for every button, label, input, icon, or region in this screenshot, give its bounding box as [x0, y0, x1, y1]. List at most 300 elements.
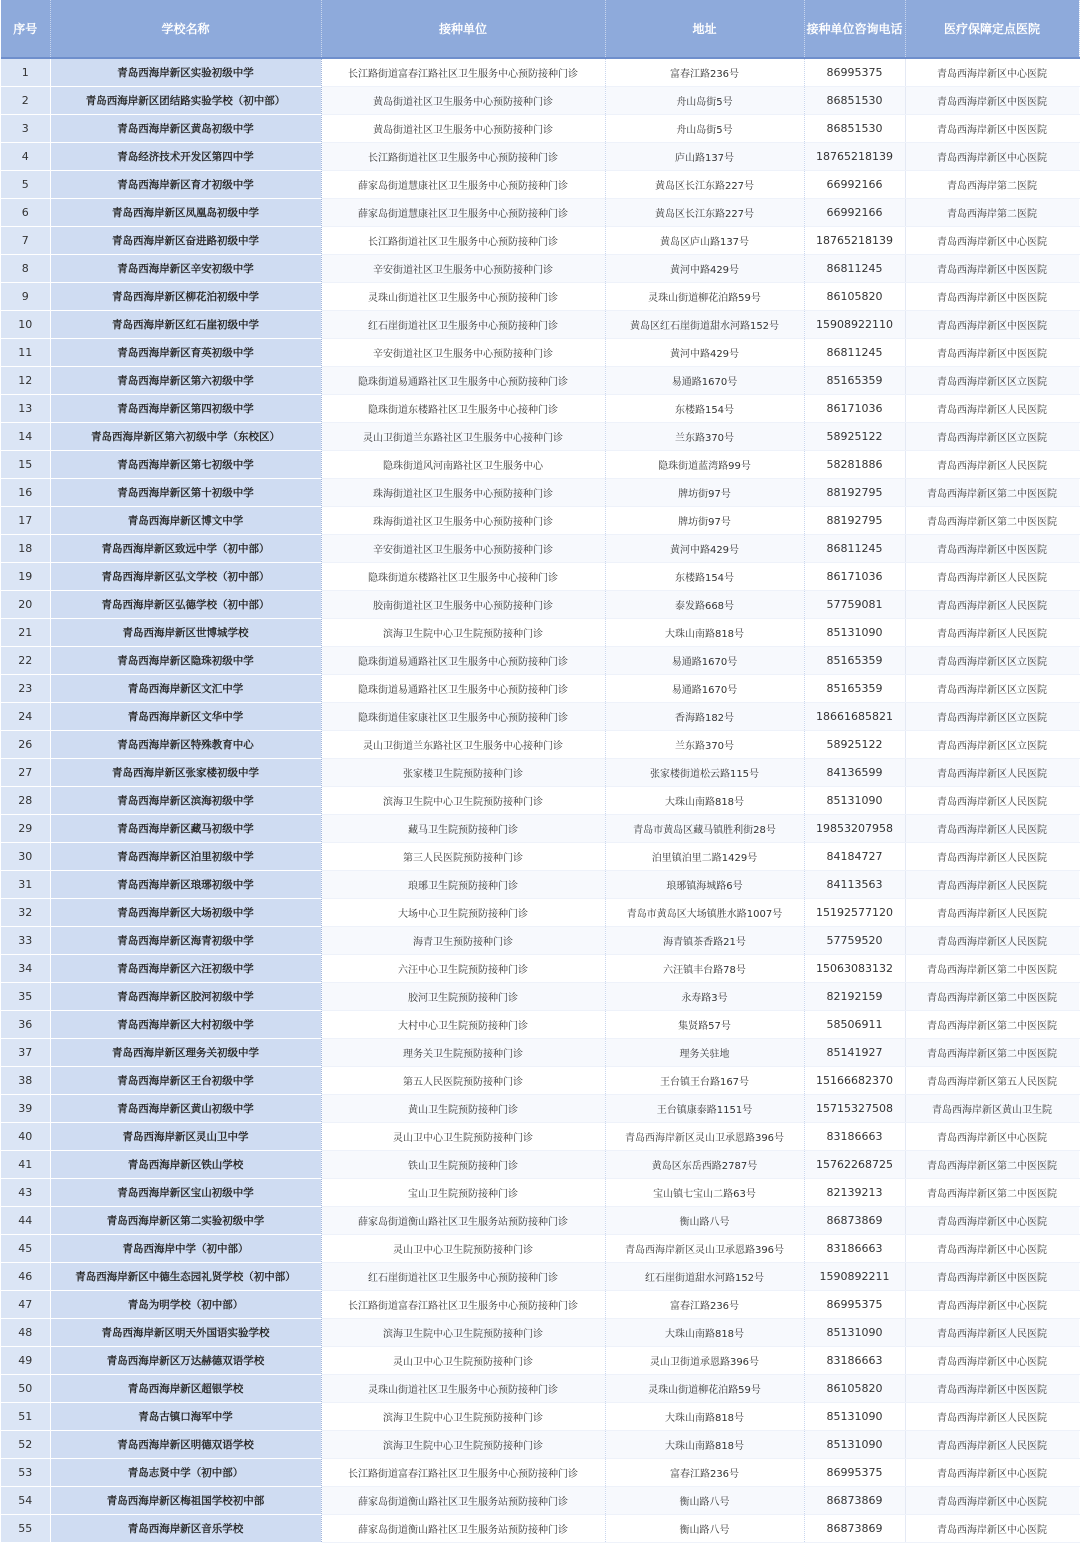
address-cell: 黄河中路429号	[605, 254, 804, 282]
table-row	[1, 1402, 1079, 1430]
school-name-cell: 青岛西海岸新区凤凰岛初级中学	[50, 198, 321, 226]
row-index-cell: 24	[1, 702, 50, 730]
vaccination-unit-cell: 隐珠街道东楼路社区卫生服务中心接种门诊	[321, 394, 605, 422]
address-cell: 黄岛区长江东路227号	[605, 170, 804, 198]
phone-number-cell: 58506911	[804, 1010, 905, 1038]
address-cell: 海青镇茶香路21号	[605, 926, 804, 954]
table-row	[1, 1318, 1079, 1346]
hospital-cell: 青岛西海岸新区区立医院	[905, 702, 1079, 730]
vaccination-unit-cell: 隐珠街道易通路社区卫生服务中心预防接种门诊	[321, 366, 605, 394]
table-row	[1, 506, 1079, 534]
address-cell: 泊里镇泊里二路1429号	[605, 842, 804, 870]
table-row	[1, 730, 1079, 758]
school-name-cell: 青岛西海岸新区柳花泊初级中学	[50, 282, 321, 310]
school-name-cell: 青岛西海岸新区第二实验初级中学	[50, 1206, 321, 1234]
phone-number-cell: 85131090	[804, 1318, 905, 1346]
row-index-cell: 19	[1, 562, 50, 590]
table-row	[1, 338, 1079, 366]
school-name-cell: 青岛西海岸新区育英初级中学	[50, 338, 321, 366]
row-index-cell: 54	[1, 1486, 50, 1514]
address-cell: 易通路1670号	[605, 674, 804, 702]
row-index-cell: 31	[1, 870, 50, 898]
row-index-cell: 22	[1, 646, 50, 674]
row-index-cell: 48	[1, 1318, 50, 1346]
school-name-cell: 青岛西海岸新区第十初级中学	[50, 478, 321, 506]
school-name-cell: 青岛西海岸新区文汇中学	[50, 674, 321, 702]
vaccination-unit-cell: 薛家岛街道慧康社区卫生服务中心预防接种门诊	[321, 198, 605, 226]
hospital-cell: 青岛西海岸新区人民医院	[905, 1430, 1079, 1458]
vaccination-unit-cell: 灵山卫中心卫生院预防接种门诊	[321, 1122, 605, 1150]
school-name-cell: 青岛西海岸新区铁山学校	[50, 1150, 321, 1178]
table-row	[1, 814, 1079, 842]
table-row	[1, 58, 1079, 86]
address-cell: 富春江路236号	[605, 58, 804, 86]
vaccination-unit-cell: 宝山卫生院预防接种门诊	[321, 1178, 605, 1206]
table-row	[1, 1094, 1079, 1122]
table-row	[1, 1486, 1079, 1514]
address-cell: 青岛市黄岛区藏马镇胜利街28号	[605, 814, 804, 842]
row-index-cell: 52	[1, 1430, 50, 1458]
table-row	[1, 1346, 1079, 1374]
row-index-cell: 5	[1, 170, 50, 198]
school-name-cell: 青岛西海岸新区明德双语学校	[50, 1430, 321, 1458]
phone-number-cell: 86995375	[804, 1458, 905, 1486]
hospital-cell: 青岛西海岸新区中医医院	[905, 310, 1079, 338]
school-name-cell: 青岛西海岸新区实验初级中学	[50, 58, 321, 86]
table-row	[1, 1514, 1079, 1542]
vaccination-unit-cell: 理务关卫生院预防接种门诊	[321, 1038, 605, 1066]
address-cell: 大珠山南路818号	[605, 786, 804, 814]
phone-number-cell: 15762268725	[804, 1150, 905, 1178]
school-name-cell: 青岛西海岸新区第六初级中学（东校区）	[50, 422, 321, 450]
table-row	[1, 758, 1079, 786]
phone-number-cell: 57759520	[804, 926, 905, 954]
phone-number-cell: 15166682370	[804, 1066, 905, 1094]
table-row	[1, 282, 1079, 310]
hospital-cell: 青岛西海岸新区中心医院	[905, 1122, 1079, 1150]
hospital-cell: 青岛西海岸新区中心医院	[905, 58, 1079, 86]
address-cell: 大珠山南路818号	[605, 618, 804, 646]
row-index-cell: 13	[1, 394, 50, 422]
vaccination-unit-cell: 第五人民医院预防接种门诊	[321, 1066, 605, 1094]
school-name-cell: 青岛西海岸新区宝山初级中学	[50, 1178, 321, 1206]
phone-number-cell: 86873869	[804, 1514, 905, 1542]
row-index-cell: 37	[1, 1038, 50, 1066]
phone-number-cell: 85131090	[804, 1430, 905, 1458]
vaccination-unit-cell: 灵珠山街道社区卫生服务中心预防接种门诊	[321, 1374, 605, 1402]
school-name-cell: 青岛西海岸新区第六初级中学	[50, 366, 321, 394]
row-index-cell: 32	[1, 898, 50, 926]
vaccination-unit-cell: 隐珠街道东楼路社区卫生服务中心接种门诊	[321, 562, 605, 590]
table-row	[1, 114, 1079, 142]
row-index-cell: 9	[1, 282, 50, 310]
vaccination-unit-cell: 张家楼卫生院预防接种门诊	[321, 758, 605, 786]
address-cell: 六汪镇丰台路78号	[605, 954, 804, 982]
phone-number-cell: 86873869	[804, 1486, 905, 1514]
row-index-cell: 18	[1, 534, 50, 562]
school-name-cell: 青岛西海岸新区藏马初级中学	[50, 814, 321, 842]
table-row	[1, 842, 1079, 870]
hospital-cell: 青岛西海岸新区中医医院	[905, 86, 1079, 114]
vaccination-unit-cell: 隐珠街道风河南路社区卫生服务中心	[321, 450, 605, 478]
hospital-cell: 青岛西海岸新区人民医院	[905, 786, 1079, 814]
table-row	[1, 170, 1079, 198]
table-row	[1, 1150, 1079, 1178]
vaccination-unit-cell: 长江路街道富春江路社区卫生服务中心预防接种门诊	[321, 1458, 605, 1486]
hospital-cell: 青岛西海岸新区第二中医医院	[905, 1150, 1079, 1178]
vaccination-unit-cell: 红石崖街道社区卫生服务中心预防接种门诊	[321, 310, 605, 338]
hospital-cell: 青岛西海岸新区人民医院	[905, 842, 1079, 870]
school-name-cell: 青岛西海岸新区琅琊初级中学	[50, 870, 321, 898]
hospital-cell: 青岛西海岸新区区立医院	[905, 422, 1079, 450]
school-name-cell: 青岛西海岸新区特殊教育中心	[50, 730, 321, 758]
header-address: 地址	[605, 0, 804, 58]
hospital-cell: 青岛西海岸新区中医医院	[905, 534, 1079, 562]
vaccination-unit-cell: 珠海街道社区卫生服务中心预防接种门诊	[321, 478, 605, 506]
school-name-cell: 青岛西海岸新区隐珠初级中学	[50, 646, 321, 674]
address-cell: 大珠山南路818号	[605, 1402, 804, 1430]
row-index-cell: 29	[1, 814, 50, 842]
address-cell: 理务关驻地	[605, 1038, 804, 1066]
school-name-cell: 青岛为明学校（初中部）	[50, 1290, 321, 1318]
address-cell: 衡山路八号	[605, 1514, 804, 1542]
row-index-cell: 7	[1, 226, 50, 254]
phone-number-cell: 57759081	[804, 590, 905, 618]
address-cell: 灵珠山街道柳花泊路59号	[605, 282, 804, 310]
hospital-cell: 青岛西海岸新区中心医院	[905, 142, 1079, 170]
phone-number-cell: 86171036	[804, 562, 905, 590]
vaccination-unit-cell: 薛家岛街道衡山路社区卫生服务站预防接种门诊	[321, 1206, 605, 1234]
phone-number-cell: 58925122	[804, 730, 905, 758]
phone-number-cell: 85131090	[804, 618, 905, 646]
row-index-cell: 47	[1, 1290, 50, 1318]
school-name-cell: 青岛西海岸新区文华中学	[50, 702, 321, 730]
address-cell: 富春江路236号	[605, 1458, 804, 1486]
vaccination-unit-cell: 辛安街道社区卫生服务中心预防接种门诊	[321, 338, 605, 366]
address-cell: 兰东路370号	[605, 730, 804, 758]
hospital-cell: 青岛西海岸新区人民医院	[905, 898, 1079, 926]
vaccination-unit-cell: 辛安街道社区卫生服务中心预防接种门诊	[321, 534, 605, 562]
school-name-cell: 青岛西海岸新区辛安初级中学	[50, 254, 321, 282]
school-name-cell: 青岛西海岸新区音乐学校	[50, 1514, 321, 1542]
phone-number-cell: 83186663	[804, 1346, 905, 1374]
hospital-cell: 青岛西海岸新区中医医院	[905, 338, 1079, 366]
vaccination-unit-cell: 滨海卫生院中心卫生院预防接种门诊	[321, 1430, 605, 1458]
vaccination-unit-cell: 铁山卫生院预防接种门诊	[321, 1150, 605, 1178]
school-name-cell: 青岛志贤中学（初中部）	[50, 1458, 321, 1486]
hospital-cell: 青岛西海岸新区人民医院	[905, 814, 1079, 842]
row-index-cell: 44	[1, 1206, 50, 1234]
school-name-cell: 青岛西海岸新区海青初级中学	[50, 926, 321, 954]
phone-number-cell: 85131090	[804, 786, 905, 814]
row-index-cell: 51	[1, 1402, 50, 1430]
row-index-cell: 6	[1, 198, 50, 226]
row-index-cell: 41	[1, 1150, 50, 1178]
address-cell: 隐珠街道蓝湾路99号	[605, 450, 804, 478]
phone-number-cell: 15192577120	[804, 898, 905, 926]
vaccination-unit-cell: 长江路街道富春江路社区卫生服务中心预防接种门诊	[321, 58, 605, 86]
header-hospital: 医疗保障定点医院	[905, 0, 1079, 58]
phone-number-cell: 82139213	[804, 1178, 905, 1206]
row-index-cell: 14	[1, 422, 50, 450]
table-row	[1, 674, 1079, 702]
hospital-cell: 青岛西海岸新区中医医院	[905, 254, 1079, 282]
hospital-cell: 青岛西海岸新区人民医院	[905, 590, 1079, 618]
phone-number-cell: 66992166	[804, 198, 905, 226]
phone-number-cell: 88192795	[804, 478, 905, 506]
hospital-cell: 青岛西海岸新区第二中医医院	[905, 1178, 1079, 1206]
hospital-cell: 青岛西海岸新区中心医院	[905, 1514, 1079, 1542]
school-name-cell: 青岛西海岸新区大场初级中学	[50, 898, 321, 926]
hospital-cell: 青岛西海岸新区中医医院	[905, 1374, 1079, 1402]
hospital-cell: 青岛西海岸新区第二中医医院	[905, 506, 1079, 534]
table-row	[1, 226, 1079, 254]
row-index-cell: 15	[1, 450, 50, 478]
table-row	[1, 198, 1079, 226]
phone-number-cell: 84136599	[804, 758, 905, 786]
row-index-cell: 49	[1, 1346, 50, 1374]
row-index-cell: 11	[1, 338, 50, 366]
vaccination-unit-cell: 藏马卫生院预防接种门诊	[321, 814, 605, 842]
school-name-cell: 青岛西海岸新区黄岛初级中学	[50, 114, 321, 142]
vaccination-unit-cell: 珠海街道社区卫生服务中心预防接种门诊	[321, 506, 605, 534]
phone-number-cell: 86873869	[804, 1206, 905, 1234]
address-cell: 黄河中路429号	[605, 534, 804, 562]
address-cell: 永寿路3号	[605, 982, 804, 1010]
vaccination-unit-cell: 黄岛街道社区卫生服务中心预防接种门诊	[321, 114, 605, 142]
school-name-cell: 青岛西海岸新区育才初级中学	[50, 170, 321, 198]
phone-number-cell: 85131090	[804, 1402, 905, 1430]
address-cell: 东楼路154号	[605, 394, 804, 422]
school-name-cell: 青岛西海岸新区滨海初级中学	[50, 786, 321, 814]
address-cell: 庐山路137号	[605, 142, 804, 170]
row-index-cell: 53	[1, 1458, 50, 1486]
vaccination-unit-cell: 薛家岛街道衡山路社区卫生服务站预防接种门诊	[321, 1514, 605, 1542]
hospital-cell: 青岛西海岸新区人民医院	[905, 758, 1079, 786]
school-name-cell: 青岛西海岸新区张家楼初级中学	[50, 758, 321, 786]
address-cell: 舟山岛街5号	[605, 86, 804, 114]
school-name-cell: 青岛古镇口海军中学	[50, 1402, 321, 1430]
table-row	[1, 86, 1079, 114]
phone-number-cell: 86851530	[804, 86, 905, 114]
hospital-cell: 青岛西海岸新区中医医院	[905, 114, 1079, 142]
table-row	[1, 1290, 1079, 1318]
vaccination-unit-cell: 胶南街道社区卫生服务中心预防接种门诊	[321, 590, 605, 618]
table-row	[1, 646, 1079, 674]
hospital-cell: 青岛西海岸新区人民医院	[905, 870, 1079, 898]
vaccination-unit-cell: 大村中心卫生院预防接种门诊	[321, 1010, 605, 1038]
address-cell: 红石崖街道甜水河路152号	[605, 1262, 804, 1290]
address-cell: 黄岛区庐山路137号	[605, 226, 804, 254]
phone-number-cell: 58925122	[804, 422, 905, 450]
hospital-cell: 青岛西海岸新区第二中医医院	[905, 954, 1079, 982]
school-name-cell: 青岛西海岸新区致远中学（初中部）	[50, 534, 321, 562]
address-cell: 黄岛区长江东路227号	[605, 198, 804, 226]
phone-number-cell: 86995375	[804, 1290, 905, 1318]
phone-number-cell: 84113563	[804, 870, 905, 898]
phone-number-cell: 82192159	[804, 982, 905, 1010]
hospital-cell: 青岛西海岸新区中心医院	[905, 1458, 1079, 1486]
table-header-row	[1, 0, 1079, 58]
address-cell: 牌坊街97号	[605, 478, 804, 506]
table-row	[1, 702, 1079, 730]
vaccination-unit-cell: 隐珠街道易通路社区卫生服务中心预防接种门诊	[321, 674, 605, 702]
vaccination-unit-cell: 滨海卫生院中心卫生院预防接种门诊	[321, 786, 605, 814]
address-cell: 泰发路668号	[605, 590, 804, 618]
hospital-cell: 青岛西海岸新区区立医院	[905, 730, 1079, 758]
row-index-cell: 38	[1, 1066, 50, 1094]
address-cell: 兰东路370号	[605, 422, 804, 450]
phone-number-cell: 85165359	[804, 366, 905, 394]
hospital-cell: 青岛西海岸新区第五人民医院	[905, 1066, 1079, 1094]
row-index-cell: 28	[1, 786, 50, 814]
hospital-cell: 青岛西海岸新区黄山卫生院	[905, 1094, 1079, 1122]
row-index-cell: 26	[1, 730, 50, 758]
address-cell: 易通路1670号	[605, 366, 804, 394]
phone-number-cell: 19853207958	[804, 814, 905, 842]
table-row	[1, 1066, 1079, 1094]
row-index-cell: 43	[1, 1178, 50, 1206]
vaccination-unit-cell: 滨海卫生院中心卫生院预防接种门诊	[321, 1402, 605, 1430]
row-index-cell: 34	[1, 954, 50, 982]
hospital-cell: 青岛西海岸新区第二中医医院	[905, 1010, 1079, 1038]
phone-number-cell: 86811245	[804, 254, 905, 282]
hospital-cell: 青岛西海岸新区人民医院	[905, 1402, 1079, 1430]
address-cell: 灵珠山街道柳花泊路59号	[605, 1374, 804, 1402]
header-phone: 接种单位咨询电话	[804, 0, 905, 58]
hospital-cell: 青岛西海岸新区人民医院	[905, 450, 1079, 478]
phone-number-cell: 85165359	[804, 674, 905, 702]
table-body	[1, 58, 1079, 1542]
hospital-cell: 青岛西海岸新区人民医院	[905, 618, 1079, 646]
hospital-cell: 青岛西海岸新区中心医院	[905, 1486, 1079, 1514]
row-index-cell: 3	[1, 114, 50, 142]
address-cell: 黄岛区东岳西路2787号	[605, 1150, 804, 1178]
address-cell: 青岛西海岸新区灵山卫承恩路396号	[605, 1122, 804, 1150]
phone-number-cell: 86811245	[804, 338, 905, 366]
address-cell: 青岛市黄岛区大场镇胜水路1007号	[605, 898, 804, 926]
hospital-cell: 青岛西海岸新区中心医院	[905, 1346, 1079, 1374]
table-row	[1, 590, 1079, 618]
school-name-cell: 青岛西海岸新区大村初级中学	[50, 1010, 321, 1038]
vaccination-unit-cell: 辛安街道社区卫生服务中心预防接种门诊	[321, 254, 605, 282]
address-cell: 王台镇王台路167号	[605, 1066, 804, 1094]
row-index-cell: 2	[1, 86, 50, 114]
phone-number-cell: 58281886	[804, 450, 905, 478]
address-cell: 黄岛区红石崖街道甜水河路152号	[605, 310, 804, 338]
school-name-cell: 青岛西海岸新区红石崖初级中学	[50, 310, 321, 338]
phone-number-cell: 18661685821	[804, 702, 905, 730]
table-row	[1, 1010, 1079, 1038]
school-name-cell: 青岛西海岸新区明天外国语实验学校	[50, 1318, 321, 1346]
table-row	[1, 142, 1079, 170]
hospital-cell: 青岛西海岸新区第二中医医院	[905, 1038, 1079, 1066]
address-cell: 衡山路八号	[605, 1206, 804, 1234]
hospital-cell: 青岛西海岸新区中心医院	[905, 1290, 1079, 1318]
vaccination-unit-cell: 薛家岛街道衡山路社区卫生服务站预防接种门诊	[321, 1486, 605, 1514]
school-name-cell: 青岛西海岸新区超银学校	[50, 1374, 321, 1402]
phone-number-cell: 15715327508	[804, 1094, 905, 1122]
school-name-cell: 青岛西海岸新区奋进路初级中学	[50, 226, 321, 254]
vaccination-unit-cell: 滨海卫生院中心卫生院预防接种门诊	[321, 618, 605, 646]
vaccination-unit-cell: 黄岛街道社区卫生服务中心预防接种门诊	[321, 86, 605, 114]
row-index-cell: 4	[1, 142, 50, 170]
address-cell: 王台镇康泰路1151号	[605, 1094, 804, 1122]
hospital-cell: 青岛西海岸新区第二中医医院	[905, 478, 1079, 506]
phone-number-cell: 85165359	[804, 646, 905, 674]
address-cell: 琅琊镇海城路6号	[605, 870, 804, 898]
school-name-cell: 青岛西海岸新区团结路实验学校（初中部）	[50, 86, 321, 114]
hospital-cell: 青岛西海岸新区中心医院	[905, 226, 1079, 254]
header-school-name: 学校名称	[50, 0, 321, 58]
vaccination-unit-cell: 灵山卫街道兰东路社区卫生服务中心接种门诊	[321, 730, 605, 758]
row-index-cell: 10	[1, 310, 50, 338]
header-vaccination-unit: 接种单位	[321, 0, 605, 58]
vaccination-unit-cell: 长江路街道社区卫生服务中心预防接种门诊	[321, 226, 605, 254]
table-row	[1, 870, 1079, 898]
table-row	[1, 478, 1079, 506]
phone-number-cell: 86105820	[804, 1374, 905, 1402]
vaccination-unit-cell: 滨海卫生院中心卫生院预防接种门诊	[321, 1318, 605, 1346]
address-cell: 黄河中路429号	[605, 338, 804, 366]
address-cell: 宝山镇七宝山二路63号	[605, 1178, 804, 1206]
row-index-cell: 27	[1, 758, 50, 786]
school-name-cell: 青岛经济技术开发区第四中学	[50, 142, 321, 170]
school-name-cell: 青岛西海岸新区第七初级中学	[50, 450, 321, 478]
address-cell: 舟山岛街5号	[605, 114, 804, 142]
table-row	[1, 394, 1079, 422]
address-cell: 张家楼街道松云路115号	[605, 758, 804, 786]
table-row	[1, 1262, 1079, 1290]
row-index-cell: 23	[1, 674, 50, 702]
hospital-cell: 青岛西海岸新区第二中医医院	[905, 982, 1079, 1010]
phone-number-cell: 18765218139	[804, 142, 905, 170]
vaccination-unit-cell: 灵珠山街道社区卫生服务中心预防接种门诊	[321, 282, 605, 310]
table-row	[1, 310, 1079, 338]
row-index-cell: 46	[1, 1262, 50, 1290]
vaccination-unit-cell: 隐珠街道易通路社区卫生服务中心预防接种门诊	[321, 646, 605, 674]
hospital-cell: 青岛西海岸新区区立医院	[905, 646, 1079, 674]
table-row	[1, 1234, 1079, 1262]
phone-number-cell: 86811245	[804, 534, 905, 562]
hospital-cell: 青岛西海岸新区人民医院	[905, 394, 1079, 422]
vaccination-unit-cell: 琅琊卫生院预防接种门诊	[321, 870, 605, 898]
address-cell: 易通路1670号	[605, 646, 804, 674]
address-cell: 香海路182号	[605, 702, 804, 730]
table-row	[1, 562, 1079, 590]
school-name-cell: 青岛西海岸新区博文中学	[50, 506, 321, 534]
table-row	[1, 1206, 1079, 1234]
school-name-cell: 青岛西海岸新区世博城学校	[50, 618, 321, 646]
hospital-cell: 青岛西海岸新区人民医院	[905, 562, 1079, 590]
table-row	[1, 954, 1079, 982]
row-index-cell: 50	[1, 1374, 50, 1402]
school-name-cell: 青岛西海岸新区泊里初级中学	[50, 842, 321, 870]
phone-number-cell: 83186663	[804, 1122, 905, 1150]
phone-number-cell: 86171036	[804, 394, 905, 422]
table-row	[1, 786, 1079, 814]
phone-number-cell: 18765218139	[804, 226, 905, 254]
school-name-cell: 青岛西海岸新区黄山初级中学	[50, 1094, 321, 1122]
vaccination-unit-cell: 灵山卫中心卫生院预防接种门诊	[321, 1234, 605, 1262]
table-row	[1, 618, 1079, 646]
vaccination-unit-cell: 大场中心卫生院预防接种门诊	[321, 898, 605, 926]
hospital-cell: 青岛西海岸新区区立医院	[905, 366, 1079, 394]
address-cell: 大珠山南路818号	[605, 1318, 804, 1346]
hospital-cell: 青岛西海岸新区中心医院	[905, 1206, 1079, 1234]
row-index-cell: 1	[1, 58, 50, 86]
table-row	[1, 926, 1079, 954]
